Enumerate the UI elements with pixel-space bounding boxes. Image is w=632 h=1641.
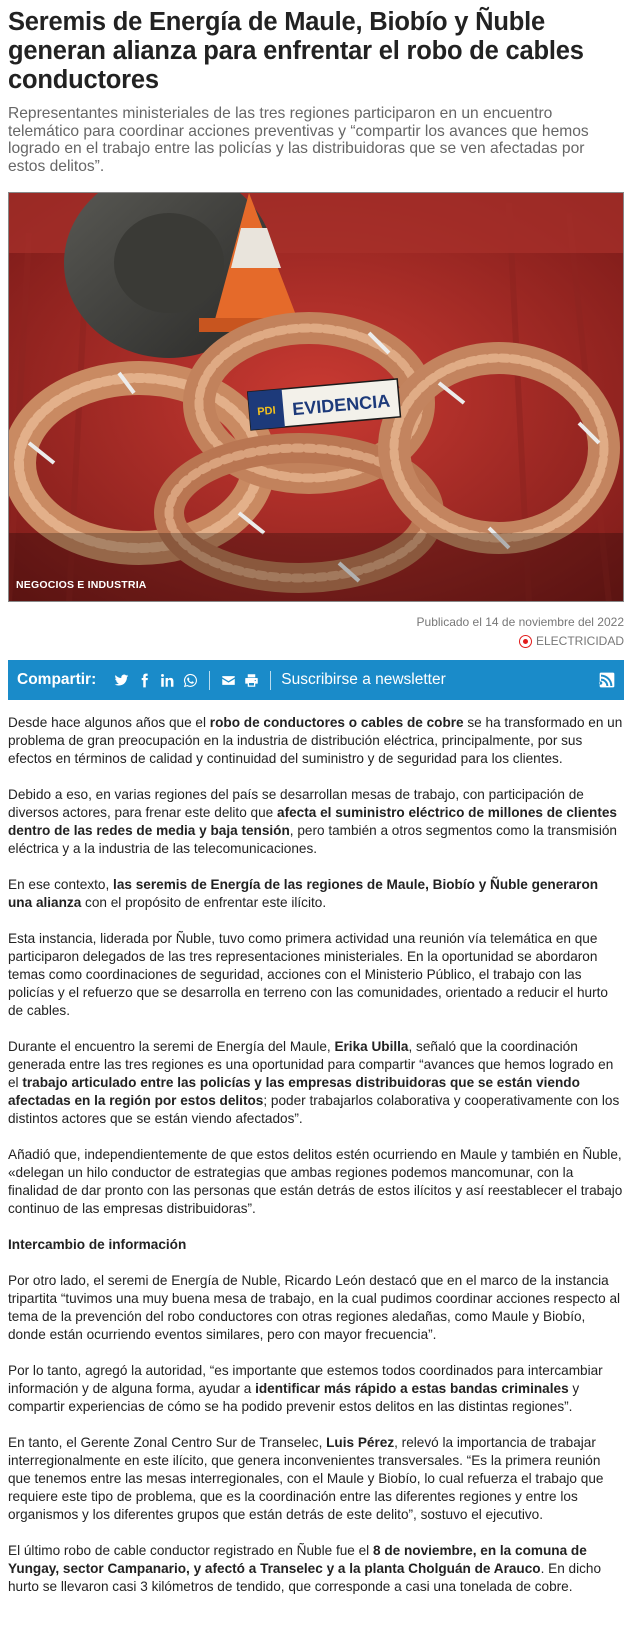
rss-icon[interactable] <box>599 672 615 688</box>
category-tag[interactable] <box>8 634 624 648</box>
twitter-icon[interactable] <box>112 671 130 689</box>
whatsapp-icon[interactable] <box>181 671 199 689</box>
body-paragraph <box>8 1272 624 1344</box>
publish-date: Publicado el 14 de noviembre del 2022 <box>416 615 624 629</box>
article-title: Seremis de Energía de Maule, Biobío y Ñuble generan alianza para enfrentar el robo de cables conductores <box>8 8 584 94</box>
body-paragraph <box>8 1542 624 1596</box>
share-divider <box>209 671 210 690</box>
bold-text-run: afecta el suministro eléctrico de millones de clientes dentro de las redes de media y baja tensión <box>8 805 617 838</box>
text-run: En ese contexto, <box>8 877 114 892</box>
facebook-icon[interactable] <box>135 671 153 689</box>
category-label: ELECTRICIDAD <box>535 634 624 648</box>
text-run: Durante el encuentro la seremi de Energía del Maule, <box>8 1039 335 1054</box>
bold-text-run: Erika Ubilla <box>334 1039 409 1054</box>
body-paragraph <box>8 876 624 912</box>
bold-text-run: Luis Pérez <box>326 1435 395 1450</box>
cable-evidence-photo <box>9 193 624 602</box>
section-heading: Intercambio de información <box>8 1237 187 1252</box>
text-run: Por lo tanto, agregó la autoridad, “es importante que estemos todos coordinados para intercambiar información y de alguna forma, ayudar a <box>8 1363 603 1396</box>
text-run: Esta instancia, liderada por Ñuble, tuvo como primera actividad una reunión vía telemática en que participaron delegados de las tres representaciones ministeriales. En la oportunidad se abordaron temas como coordinaciones de seguridad, acciones con el Ministerio Público, el trabajo con las policías y el refuerzo que se desarrolla en terreno con las comunidades, orientado a reducir el hurto de cables. <box>8 931 608 1018</box>
text-run: y compartir experiencias de cómo se ha podido prevenir estos delitos en las distintas regiones”. <box>8 1381 580 1414</box>
body-paragraph <box>8 1038 624 1128</box>
text-run: Desde hace algunos años que el <box>8 715 210 730</box>
text-run: con el propósito de enfrentar este ilícito. <box>81 895 327 910</box>
article-lead: Representantes ministeriales de las tres regiones participaron en un encuentro telemático para coordinar acciones preventivas y “compartir los avances que hemos logrado en el trabajo entre las policías y las distribuidoras que se ven afectadas por estos delitos”. <box>8 105 589 175</box>
share-divider <box>270 671 271 690</box>
bold-text-run: trabajo articulado entre las policías y las empresas distribuidoras que se están viendo afectadas en la región por estos delitos <box>8 1075 580 1108</box>
body-paragraph <box>8 1362 624 1416</box>
hero-image <box>8 192 624 602</box>
text-run: ; poder trabajarlos colaborativa y cooperativamente con los distintos actores que se están viendo afectados”. <box>8 1093 620 1126</box>
text-run: Debido a eso, en varias regiones del país se desarrollan mesas de trabajo, con participación de diversos actores, para frenar este delito que <box>8 787 584 820</box>
text-run: El último robo de cable conductor registrado en Ñuble fue el <box>8 1543 373 1558</box>
bold-text-run: identificar más rápido a estas bandas criminales <box>255 1381 569 1396</box>
text-run: , relevó la importancia de trabajar interregionalmente en este ilícito, que genera inconvenientes transversales. “Es la primera reunión que tenemos entre las mesas interregionales, con el Maule y Biobío, lo cual refuerza el trabajo que requiere este tipo de problema, que es la coordinación entre las diferentes regiones y entre los organismos y los diferentes grupos que están detrás de este delito”, sostuvo el ejecutivo. <box>8 1435 604 1522</box>
target-dot-icon <box>519 635 532 648</box>
body-paragraph <box>8 1434 624 1524</box>
text-run: , pero también a otros segmentos como la transmisión eléctrica y a la industria de las telecomunicaciones. <box>8 823 617 856</box>
share-bar <box>8 660 624 700</box>
text-run: . En dicho hurto se llevaron casi 3 kilómetros de tendido, que corresponde a casi una tonelada de cobre. <box>8 1561 602 1594</box>
linkedin-icon[interactable] <box>158 671 176 689</box>
image-category-label: NEGOCIOS E INDUSTRIA <box>16 579 147 591</box>
print-icon[interactable] <box>242 671 260 689</box>
share-label: Compartir: <box>17 671 97 688</box>
body-paragraph <box>8 786 624 858</box>
body-paragraph <box>8 714 624 768</box>
badge-pdi: PDI <box>256 404 277 419</box>
article-body <box>8 714 624 1596</box>
text-run: En tanto, el Gerente Zonal Centro Sur de Transelec, <box>8 1435 327 1450</box>
email-icon[interactable] <box>219 671 237 689</box>
newsletter-link[interactable]: Suscribirse a newsletter <box>281 671 446 688</box>
badge-evidencia: EVIDENCIA <box>291 390 391 420</box>
text-run: Por otro lado, el seremi de Energía de Nuble, Ricardo León destacó que en el marco de la instancia tripartita “tuvimos una muy buena mesa de trabajo, en la cual pudimos coordinar acciones respecto al tema de la prevención del robo conductores con otras regiones aledañas, como Maule y Biobío, donde están ocurriendo eventos similares, pero con mayor frecuencia”. <box>8 1273 621 1342</box>
bold-text-run: 8 de noviembre, en la comuna de Yungay, sector Campanario, y afectó a Transelec y a la planta Cholguán de Arauco <box>8 1543 587 1576</box>
bold-text-run: las seremis de Energía de las regiones de Maule, Biobío y Ñuble generaron una alianza <box>8 877 599 910</box>
text-run: Añadió que, independientemente de que estos delitos estén ocurriendo en Maule y también en Ñuble, «delegan un hilo conductor de estrategias que ambas regiones podemos mancomunar, con la finalidad de dar pronto con las personas que están detrás de estos ilícitos y así reestablecer el trabajo continuo de las empresas distribuidoras”. <box>8 1147 623 1216</box>
text-run: se ha transformado en un problema de gran preocupación en la industria de distribución eléctrica, principalmente, por sus efectos en términos de calidad y continuidad del suministro y de seguridad para los clientes. <box>8 715 623 766</box>
text-run: , señaló que la coordinación generada entre las tres regiones es una oportunidad para compartir “avances que hemos logrado en el <box>8 1039 614 1090</box>
body-paragraph <box>8 1146 624 1218</box>
body-paragraph <box>8 930 624 1020</box>
bold-text-run: robo de conductores o cables de cobre <box>209 715 464 730</box>
